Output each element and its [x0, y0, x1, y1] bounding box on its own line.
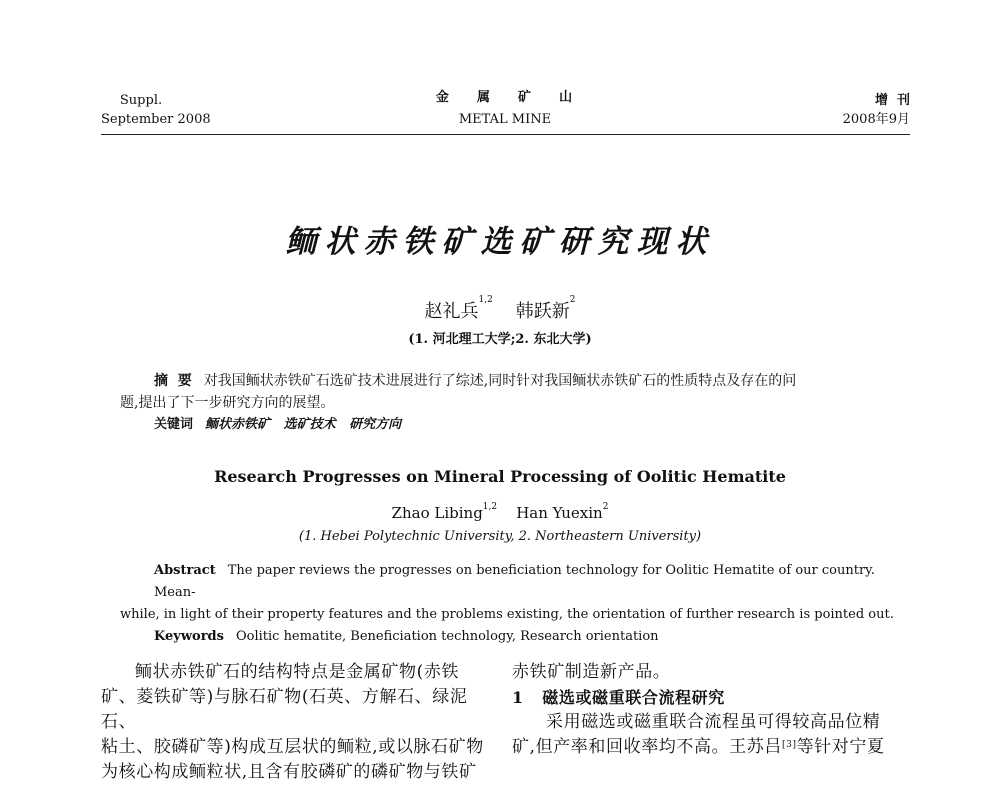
- abstract-en: [120, 560, 915, 648]
- header-rule: [101, 134, 910, 135]
- keywords-en-label: Keywords: [154, 629, 224, 644]
- body-right-column: [512, 660, 912, 760]
- body-left-line: 鲕状赤铁矿石的结构特点是金属矿物(赤铁: [135, 662, 460, 682]
- body-right-line3a: 矿,但产率和回收率均不高。王苏吕: [512, 737, 783, 757]
- section-heading: [512, 685, 912, 710]
- author-cn-1: 赵礼兵: [424, 301, 479, 322]
- body-left-line: 矿、菱铁矿等)与脉石矿物(石英、方解石、绿泥石、: [101, 687, 468, 732]
- body-left-line: 为核心构成鲕粒状,且含有胶磷矿的磷矿物与铁矿: [101, 762, 477, 782]
- body-right-line: 采用磁选或磁重联合流程虽可得较高品位精: [546, 712, 881, 732]
- header-date-en: September 2008: [101, 112, 211, 127]
- abstract-en-line2: while, in light of their property features and the problems existing, the orientation of further research is pointed out.: [120, 607, 894, 622]
- page-title-en: Research Progresses on Mineral Processing of Oolitic Hematite: [214, 467, 786, 486]
- affiliation-cn: (1. 河北理工大学;2. 东北大学): [408, 332, 592, 347]
- page-title-cn: 鲕状赤铁矿选矿研究现状: [285, 224, 715, 260]
- author-cn-2-affil: 2: [569, 295, 576, 305]
- body-right-line: [512, 735, 912, 760]
- section-title: 磁选或磁重联合流程研究: [542, 688, 725, 707]
- citation-ref: [3]: [782, 740, 797, 750]
- abstract-en-label: Abstract: [154, 563, 216, 578]
- authors-cn: [0, 297, 1000, 323]
- keywords-en-text: Oolitic hematite, Beneficiation technology, Research orientation: [235, 629, 659, 644]
- author-en-2-affil: 2: [602, 502, 609, 512]
- abstract-cn-line2: 题,提出了下一步研究方向的展望。: [120, 395, 335, 411]
- affiliation-en: (1. Hebei Polytechnic University, 2. Northeastern University): [298, 529, 702, 544]
- keywords-cn-text: 鲕状赤铁矿 选矿技术 研究方向: [205, 417, 402, 432]
- section-number: 1: [512, 688, 524, 707]
- abstract-en-line1: The paper reviews the progresses on beneficiation technology for Oolitic Hematite of our country. Mean-: [154, 563, 875, 600]
- header-suppl: Suppl.: [119, 93, 163, 108]
- abstract-cn-label: 摘 要: [154, 373, 192, 389]
- authors-en: [0, 504, 1000, 522]
- header-date-cn: 2008年9月: [842, 112, 910, 127]
- body-left-line: 粘土、胶磷矿等)构成互层状的鲕粒,或以脉石矿物: [101, 737, 484, 757]
- keywords-cn-label: 关键词: [154, 417, 194, 432]
- abstract-cn: [120, 370, 915, 436]
- abstract-cn-line1: 对我国鲕状赤铁矿石选矿技术进展进行了综述,同时针对我国鲕状赤铁矿石的性质特点及存在的问: [203, 373, 797, 389]
- header-journal-cn: 金 属 矿 山: [435, 90, 575, 105]
- author-en-2: Han Yuexin: [516, 504, 603, 522]
- author-en-1: Zhao Libing: [391, 504, 483, 522]
- header-suppl-cn: 增 刊: [874, 93, 910, 108]
- body-right-line: 赤铁矿制造新产品。: [512, 662, 671, 682]
- header-journal-en: METAL MINE: [458, 112, 552, 127]
- body-left-column: [101, 660, 501, 785]
- author-cn-2: 韩跃新: [515, 301, 570, 322]
- author-en-1-affil: 1,2: [482, 502, 498, 512]
- author-cn-1-affil: 1,2: [478, 295, 493, 305]
- body-right-line3b: 等针对宁夏: [796, 737, 885, 757]
